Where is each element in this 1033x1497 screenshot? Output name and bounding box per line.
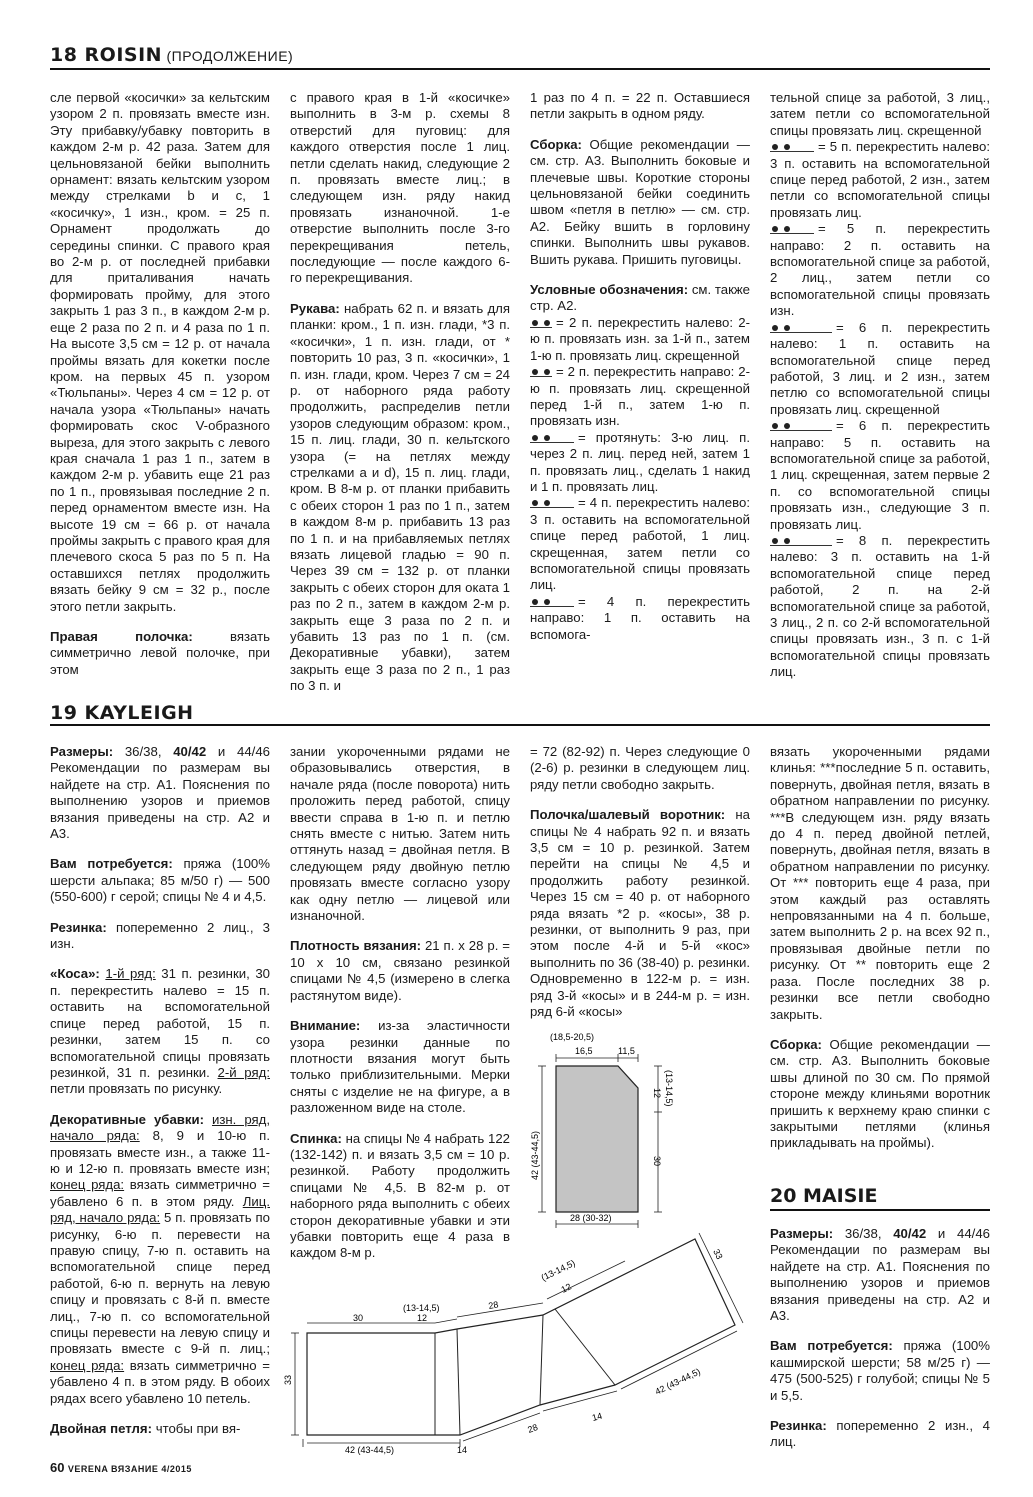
kayleigh-text-underline: 1-й ряд: <box>105 966 156 982</box>
kayleigh-heading: Вам потребуется: <box>50 856 173 872</box>
maisie-heading: Вам потребуется: <box>770 1338 893 1354</box>
kayleigh-text: вязать укороченными рядами клинья: ***последние 5 п. оставить, повернуть, двойная петля, вязать в обратном направлении по рисунку. ***В следующем изн. ряду вязать до 4 п. перед двойной петлей, повернуть, двойная петля, вязать в обратном направлении по рисунку. От *** повторить еще 4 раза, при этом каждый раз оставлять непровязанными на 4 п. больше, затем выполнить 2 р. на всех 92 п., провязывая двойные петли по рисунку. От ** повторить еще 2 раза. После последних 38 р. резинки все петли свободно закрыть. <box>770 744 990 1022</box>
kayleigh-text-underline: изн. ряд, начало ряда: <box>50 1111 271 1144</box>
kayleigh-column-3 <box>530 744 750 1035</box>
symbol-legend-text: = 5 п. перекрестить направо: 2 п. оставить на вспомогательной спице за работой, 2 лиц., затем петли со вспомогательной спицы провязать изн. <box>770 221 990 319</box>
kayleigh-heading: Спинка: <box>290 1130 342 1146</box>
dim-label: 11,5 <box>618 1046 635 1056</box>
kayleigh-text: петли провязать по рисунку. <box>50 1081 223 1097</box>
kayleigh-text-underline: конец ряда: <box>50 1177 125 1193</box>
magazine-title: VERENA ВЯЗАНИЕ 4/2015 <box>67 1464 192 1474</box>
collar-schematic <box>285 1225 755 1455</box>
dim-label: 30 <box>353 1313 364 1323</box>
symbol-legend-text: = 2 п. перекрестить направо: 2-ю п. провязать лиц. скрещенной перед 1-й п., затем 1-ю п. провязать изн. <box>530 364 750 429</box>
kayleigh-text: = 72 (82-92) п. Через следующие 0 (2-6) р. резинки в следующем лиц. ряду петли свободно закрыть. <box>530 744 750 792</box>
cable-symbol-icon <box>530 434 574 443</box>
kayleigh-heading: Размеры: <box>50 744 114 759</box>
kayleigh-text: из-за эластичности узора резинки данные по плотности вязания могут быть только приблизительными. Мерки сняты с изделие не на фигуре, а в разложенном виде на столе. <box>290 1018 510 1116</box>
roisin-column-4 <box>770 90 990 681</box>
dim-label: 28 (30-32) <box>570 1213 612 1223</box>
page-number: 60 <box>50 1460 65 1475</box>
kayleigh-column-1 <box>50 744 270 1451</box>
cable-symbol-icon <box>530 368 552 377</box>
symbol-legend-text: = 2 п. перекрестить налево: 2-ю п. провязать изн. за 1-й п., затем 1-ю п. провязать лиц. скрещенной <box>530 314 750 363</box>
section-19-header <box>50 702 990 726</box>
maisie-heading: Резинка: <box>770 1418 827 1434</box>
maisie-text: и 44/46 Рекомендации по размерам вы найдете на стр. А1. Пояснения по выполнению узоров и приемов вязания приведены на стр. А2 и А3. <box>770 1226 990 1324</box>
cable-symbol-icon <box>770 324 832 333</box>
kayleigh-heading: «Коса»: <box>50 966 100 982</box>
dim-label: 30 <box>652 1156 662 1167</box>
dim-label: 14 <box>457 1445 468 1455</box>
kayleigh-text: чтобы при вя- <box>152 1421 241 1437</box>
roisin-column-2 <box>290 90 510 709</box>
dim-label: 42 (43-44,5) <box>345 1445 395 1455</box>
symbol-legend-text: = протянуть: 3-ю лиц. п. через 2 п. лиц. перед ней, затем 1 п. провязать лиц., сделать 1 накид и 1 п. провязать лиц. <box>530 429 750 494</box>
dim-label: 12 <box>417 1313 428 1323</box>
section-18-header <box>50 44 990 70</box>
roisin-paragraph: набрать 62 п. и вязать для планки: кром., 1 п. изн. глади, *3 п. «косички», 1 п. изн. глади, от * повторить 10 раз, 3 п. «косички», 1 п. изн. глади, кром. Через 7 см = 24 р. от наборного ряда работу продолжить, распределив петли узоров следующим образом: кром., 15 п. лиц. глади, 30 п. кельтского узора (= на петлях между стрелками a и d), 15 п. лиц. глади, кром. В 8-м р. от планки прибавить с обеих сторон 1 раз по 1 п., затем в каждом 8-м р. прибавить 13 раз по 1 п. и на прибавляемых петлях вязать лицевой гладью = 90 п. Через 39 см = 132 р. от планки закрыть с обеих сторон для оката 1 раз по 2 п., затем в каждом 2-м р. закрыть еще 3 раза по 2 п. и убавить 13 раз по 1 п. (см. Декоративные убавки), затем закрыть еще 3 раза по 2 п., 1 раз по 3 п. и <box>290 300 510 694</box>
kayleigh-text: пряжа (100% шерсти альпака; 85 м/50 г) — 500 (550-600) г серой; спицы № 4 и 4,5. <box>50 856 270 905</box>
section-20-header <box>770 1185 990 1211</box>
roisin-heading: Условные обозначения: <box>530 282 689 298</box>
kayleigh-heading: Полочка/шалевый воротник: <box>530 807 726 823</box>
maisie-text-bold: 40/42 <box>893 1226 927 1241</box>
kayleigh-text-bold: 40/42 <box>173 744 207 759</box>
dim-label: (18,5-20,5) <box>550 1032 595 1042</box>
roisin-paragraph: см. также стр. А2. <box>530 282 750 314</box>
kayleigh-text: 36/38, <box>113 744 174 759</box>
kayleigh-text: на спицы № 4 набрать 92 п. и вязать 3,5 см = 10 р. резинкой. Затем перейти на спицы № 4,5 и продолжить работу резинкой. Через 15 см = 40 р. от наборного ряда вязать *2 р. «косы», 38 р. резинки, от выполнить 9 раз, при этом после 4-й и 5-й «кос» выполнить по 36 (38-40) р. резинки. Одновременно в 122-м р. = изн. ряд 3-й «косы» и в 244-м р. = изн. ряд 6-й «косы» <box>530 807 750 1020</box>
maisie-text: попеременно 2 изн., 4 лиц. <box>770 1418 990 1450</box>
cable-symbol-icon <box>530 319 552 328</box>
roisin-column-3 <box>530 90 750 643</box>
dim-label: 28 <box>487 1299 500 1311</box>
dim-label: 28 <box>526 1422 540 1435</box>
dim-label: 33 <box>711 1247 725 1261</box>
symbol-legend-text: = 4 п. перекрестить налево: 3 п. оставить на вспомогательной спице перед работой, 1 лиц. скрещенная, затем петли со вспомогательной спицы провязать лиц. <box>530 495 750 593</box>
kayleigh-text: и 44/46 Рекомендации по размерам вы найдете на стр. А1. Пояснения по выполнению узоров и приемов вязания приведены на стр. А2 и А3. <box>50 744 270 842</box>
symbol-legend-text: = 4 п. перекрестить направо: 1 п. оставить на вспомога- <box>530 593 750 642</box>
dim-label: 16,5 <box>575 1046 593 1056</box>
maisie-heading: Размеры: <box>770 1226 834 1241</box>
kayleigh-text: вязать симметрично = убавлено 4 п. в этом ряду. В обоих рядах всего убавлено 10 петель. <box>50 1357 270 1406</box>
symbol-legend-text: = 8 п. перекрестить налево: 3 п. оставить на 1-й вспомогательной спице перед работой, 2 п. на 2-й вспомогательной спице за работой, 3 лиц., 2 п. со 2-й вспомогательной спицы провязать изн., 3 п. с 1-й вспомогательной спицы провязать лиц. <box>770 532 990 680</box>
cable-symbol-icon <box>530 598 574 607</box>
dim-label: 12 <box>559 1281 573 1295</box>
roisin-heading: Рукава: <box>290 300 340 316</box>
collar-piece-shape <box>307 1239 735 1435</box>
dim-label: (13-14,5) <box>539 1257 577 1283</box>
section-title: 20 MAISIE <box>770 1185 878 1207</box>
kayleigh-heading: Внимание: <box>290 1018 361 1034</box>
dim-label: 42 (43-44,5) <box>530 1130 540 1180</box>
roisin-heading: Правая полочка: <box>50 629 193 644</box>
kayleigh-text: 21 п. х 28 р. = 10 х 10 см, связано резинкой спицами № 4,5 (измерено в слегка растянутом виде). <box>290 938 511 1003</box>
roisin-paragraph: Общие рекомендации — см. стр. А3. Выполнить боковые и плечевые швы. Короткие стороны цельновязаной бейки соединить швом «петля в петлю» — см. стр. А2. Бейку вшить в горловину спинки. Выполнить швы рукавов. Вшить рукава. Пришить пуговицы. <box>530 136 750 267</box>
dim-label: (13-14,5) <box>664 1070 674 1107</box>
dim-label: 12 <box>652 1088 662 1099</box>
dim-label: 42 (43-44,5) <box>653 1366 702 1397</box>
kayleigh-text: Общие рекомендации — см. стр. А3. Выполнить боковые швы длиной по 30 см. По прямой стороне между клиньями воротник пришить к верхнему краю спинки с закрытыми петлями (клинья прикладывать на проймы). <box>770 1036 990 1151</box>
kayleigh-text: 8, 9 и 10-ю п. провязать вместе изн., а также 11-ю и 12-ю п. провязать вместе изн; <box>50 1128 270 1176</box>
roisin-paragraph: 1 раз по 4 п. = 22 п. Оставшиеся петли закрыть в одном ряду. <box>530 90 750 122</box>
kayleigh-text-underline: Лиц. ряд, начало ряда: <box>50 1193 270 1226</box>
symbol-legend-text: тельной спице за работой, 3 лиц., затем петли со вспомогательной спицы провязать лиц. скрещенной <box>770 90 990 138</box>
kayleigh-heading: Двойная петля: <box>50 1421 153 1437</box>
maisie-column <box>770 1226 990 1465</box>
cable-symbol-icon <box>770 143 814 152</box>
section-title: 18 ROISIN <box>50 44 163 66</box>
roisin-paragraph: с правого края в 1-й «косичке» выполнить в 3-м р. схемы 8 отверстий для пуговиц: для каждого отверстия после 1 лиц. петли сделать накид, следующие 2 п. провязать вместе лиц.; в следующем изн. ряду накид провязать изнаночной. 1-е отверстие выполнить после 3-го перекрещивания петель, последующие — после каждого 6-го перекрещивания. <box>290 90 510 286</box>
kayleigh-text-underline: 2-й ряд: <box>217 1064 270 1080</box>
kayleigh-text: 31 п. резинки, 30 п. перекрестить налево = 15 п. оставить на вспомогательной спице перед работой, 15 п. резинки, затем 15 п. со вспомогательной спицы провязать резинкой, 31 п. резинки. <box>50 966 270 1080</box>
kayleigh-column-2 <box>290 744 510 1276</box>
roisin-column-1 <box>50 90 270 692</box>
roisin-paragraph: сле первой «косички» за кельтским узором 2 п. провязать вместе изн. Эту прибавку/убавку повторить в каждом 2-м р. 42 раза. Затем для цельновязаной бейки выполнить орнамент: вязать кельтским узором между стрелками b и c, 1 «косичку», 1 изн., кром. = 25 п. Орнамент продолжать до середины спинки. С правого края во 2-м р. от последней прибавки для приталивания начать формировать пройму, для этого закрыть 1 раз 3 п., в каждом 2-м р. еще 2 раза по 2 п. и 4 раза по 1 п. На высоте 3,5 см = 12 р. от начала проймы вязать для кокетки после кром. на первых 45 п. узором «Тюльпаны». Через 4 см = 12 р. от начала узора «Тюльпаны» начать формировать скос V-образного выреза, для этого закрыть с левого края сначала 1 раз 1 п., затем в каждом 2-м р. убавить еще 21 раз по 1 п., провязывая последние 2 п. перед орнаментом вместе изн. На высоте 19 см = 66 р. от начала проймы закрыть с правого края для плечевого скоса 5 раз по 5 п. На оставшихся петлях продолжить вязать бейку 9 см = 32 р., после этого петли закрыть. <box>50 90 270 614</box>
symbol-legend-text: = 6 п. перекрестить направо: 5 п. оставить на вспомогательной спице за работой, 1 лиц. скрещенная, затем первые 2 п. со вспомогательной спицы провязать изн., следующие 3 п. провязать лиц. <box>770 418 990 532</box>
kayleigh-text: зании укороченными рядами не образовывались отверстия, в начале ряда (после поворота) нить проложить перед работой, спицу ввести справа в 1-ю п. и петлю снять вместе с нитью. Затем нить оттянуть назад = двойная петля. В следующем ряду двойную петлю провязать вместе согласно узору как одну петлю — лицевой или изнаночной. <box>290 744 510 924</box>
back-schematic <box>520 1030 700 1235</box>
section-subtitle: (ПРОДОЛЖЕНИЕ) <box>166 48 294 64</box>
cable-symbol-icon <box>770 422 832 431</box>
maisie-text: пряжа (100% кашмирской шерсти; 58 м/25 г) — 475 (500-525) г голубой; спицы № 5 и 5,5. <box>770 1338 990 1403</box>
dim-label: (13-14,5) <box>403 1303 440 1313</box>
maisie-text: 36/38, <box>833 1226 894 1241</box>
kayleigh-heading: Сборка: <box>770 1036 822 1052</box>
roisin-paragraph: вязать симметрично левой полочке, при этом <box>50 629 270 677</box>
kayleigh-heading: Резинка: <box>50 919 107 935</box>
kayleigh-heading: Плотность вязания: <box>290 938 422 954</box>
kayleigh-text: попеременно 2 лиц., 3 изн. <box>50 919 270 952</box>
symbol-legend-text: = 5 п. перекрестить налево: 3 п. оставить на вспомогательной спице перед работой, 2 изн., затем петли со вспомогательной спицы провязать лиц. <box>770 139 990 220</box>
cable-symbol-icon <box>530 499 574 508</box>
cable-symbol-icon <box>770 537 832 546</box>
symbol-legend-text: = 6 п. перекрестить налево: 1 п. оставить на вспомогательной спице перед работой, 3 лиц. и 2 изн., затем петлю со вспомогательной спицы провязать лиц. скрещенной <box>770 319 990 417</box>
kayleigh-text: вязать симметрично = убавлено 6 п. в этом ряду. <box>50 1177 270 1209</box>
page-footer <box>50 1460 192 1475</box>
cable-symbol-icon <box>770 225 814 234</box>
kayleigh-heading: Декоративные убавки: <box>50 1111 204 1127</box>
dim-label: 14 <box>590 1410 604 1423</box>
section-title: 19 KAYLEIGH <box>50 702 194 724</box>
kayleigh-text: 5 п. провязать по рисунку, 6-ю п. перевести на правую спицу, 7-ю п. оставить на вспомогательной спице перед работой, 6-ю п. вернуть на левую спицу и провязать с 8-й п. вместе лиц., 7-ю п. со вспомогательной спицы перевести на левую спицу и провязать вместе с 9-й п. лиц.; <box>50 1210 270 1357</box>
roisin-heading: Сборка: <box>530 136 582 152</box>
kayleigh-text-underline: конец ряда: <box>50 1357 125 1373</box>
back-piece-shape <box>556 1066 638 1212</box>
kayleigh-column-4 <box>770 744 990 1166</box>
dim-label: 33 <box>283 1374 293 1385</box>
kayleigh-text: на спицы № 4 набрать 122 (132-142) п. и вязать 3,5 см = 10 р. резинкой. Работу продолжить спицами № 4,5. В 82-м р. от наборного ряда выполнить с обеих сторон декоративные убавки и эти убавки повторить еще 4 раза в каждом 8-м р. <box>290 1130 510 1261</box>
